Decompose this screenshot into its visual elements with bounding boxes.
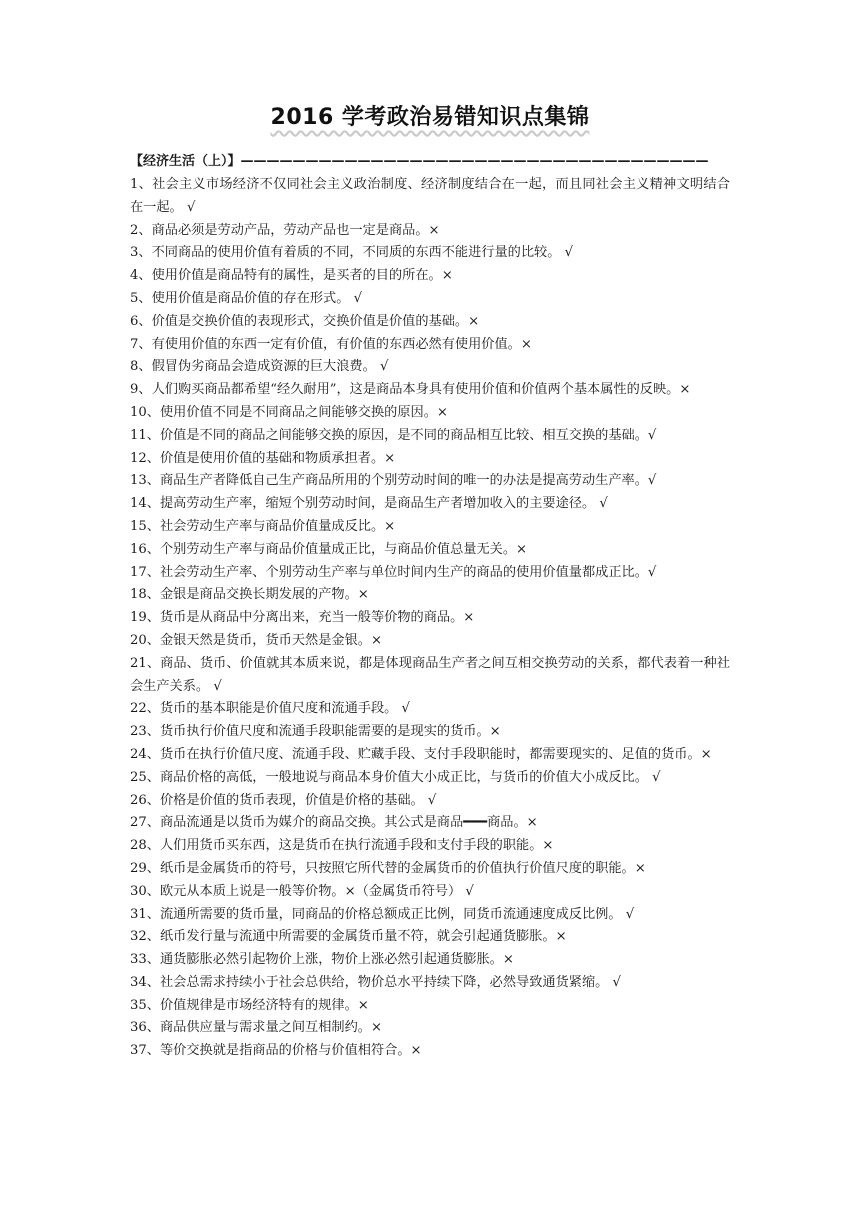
list-item: 6、价值是交换价值的表现形式，交换价值是价值的基础。×: [130, 313, 480, 329]
document-title: [0, 100, 860, 131]
list-item: 5、使用价值是商品价值的存在形式。 √: [130, 290, 362, 306]
list-item: 35、价值规律是市场经济特有的规律。×: [130, 997, 369, 1013]
list-item: 21、商品、货币、价值就其本质来说，都是体现商品生产者之间互相交换劳动的关系，都代表着一种社会生产关系。 √: [130, 655, 730, 694]
list-item: 2、商品必须是劳动产品，劳动产品也一定是商品。×: [130, 222, 440, 238]
list-item: 29、纸币是金属货币的符号，只按照它所代替的金属货币的价值执行价值尺度的职能。×: [130, 860, 646, 876]
list-item: 30、欧元从本质上说是一般等价物。×（金属货币符号） √: [130, 883, 474, 899]
list-item: 22、货币的基本职能是价值尺度和流通手段。 √: [130, 701, 410, 717]
list-item: 25、商品价格的高低，一般地说与商品本身价值大小成正比，与货币的价值大小成反比。 √: [130, 769, 661, 785]
item-list: [130, 174, 730, 1063]
document-title-text: 2016 学考政治易错知识点集锦: [270, 105, 590, 130]
list-item: 8、假冒伪劣商品会造成资源的巨大浪费。 √: [130, 359, 389, 375]
list-item: 37、等价交换就是指商品的价格与价值相符合。×: [130, 1043, 422, 1059]
list-item: 11、价值是不同的商品之间能够交换的原因，是不同的商品相互比较、相互交换的基础。√: [130, 427, 657, 443]
list-item: 13、商品生产者降低自己生产商品所用的个别劳动时间的唯一的办法是提高劳动生产率。√: [130, 473, 657, 489]
list-item: 14、提高劳动生产率，缩短个别劳动时间，是商品生产者增加收入的主要途径。 √: [130, 496, 608, 512]
list-item: 36、商品供应量与需求量之间互相制约。×: [130, 1020, 383, 1036]
list-item: 34、社会总需求持续小于社会总供给，物价总水平持续下降，必然导致通货紧缩。 √: [130, 974, 621, 990]
list-item: 20、金银天然是货币，货币天然是金银。×: [130, 632, 383, 648]
list-item: 33、通货膨胀必然引起物价上涨，物价上涨必然引起通货膨胀。×: [130, 952, 514, 968]
list-item: 26、价格是价值的货币表现，价值是价格的基础。 √: [130, 792, 437, 808]
list-item: 31、流通所需要的货币量，同商品的价格总额成正比例，同货币流通速度成反比例。 √: [130, 906, 635, 922]
list-item: 1、社会主义市场经济不仅同社会主义政治制度、经济制度结合在一起，而且同社会主义精神文明结合在一起。 √: [130, 177, 730, 215]
list-item: 23、货币执行价值尺度和流通手段职能需要的是现实的货币。×: [130, 724, 501, 740]
list-item: 4、使用价值是商品特有的属性，是买者的目的所在。×: [130, 268, 453, 284]
list-item: 10、使用价值不同是不同商品之间能够交换的原因。×: [130, 404, 448, 420]
list-item: 27、商品流通是以货币为媒介的商品交换。其公式是商品━━━商品。×: [130, 815, 538, 831]
list-item: 9、人们购买商品都希望“经久耐用”，这是商品本身具有使用价值和价值两个基本属性的反映。×: [130, 382, 691, 398]
list-item: 16、个别劳动生产率与商品价值量成正比，与商品价值总量无关。×: [130, 541, 528, 557]
list-item: 3、不同商品的使用价值有着质的不同，不同质的东西不能进行量的比较。 √: [130, 245, 573, 261]
list-item: 17、社会劳动生产率、个别劳动生产率与单位时间内生产的商品的使用价值量都成正比。√: [130, 564, 657, 580]
list-item: 28、人们用货币买东西，这是货币在执行流通手段和支付手段的职能。×: [130, 838, 554, 854]
list-item: 12、价值是使用价值的基础和物质承担者。×: [130, 450, 396, 466]
list-item: 15、社会劳动生产率与商品价值量成反比。×: [130, 518, 396, 534]
list-item: 32、纸币发行量与流通中所需要的金属货币量不符，就会引起通货膨胀。×: [130, 929, 567, 945]
section-header: 【经济生活（上）】————————————————————————————————————: [130, 154, 709, 169]
list-item: 19、货币是从商品中分离出来，充当一般等价物的商品。×: [130, 610, 475, 626]
list-item: 18、金银是商品交换长期发展的产物。×: [130, 587, 369, 603]
list-item: 7、有使用价值的东西一定有价值，有价值的东西必然有使用价值。×: [130, 336, 532, 352]
list-item: 24、货币在执行价值尺度、流通手段、贮藏手段、支付手段职能时，都需要现实的、足值的货币。×: [130, 746, 712, 762]
